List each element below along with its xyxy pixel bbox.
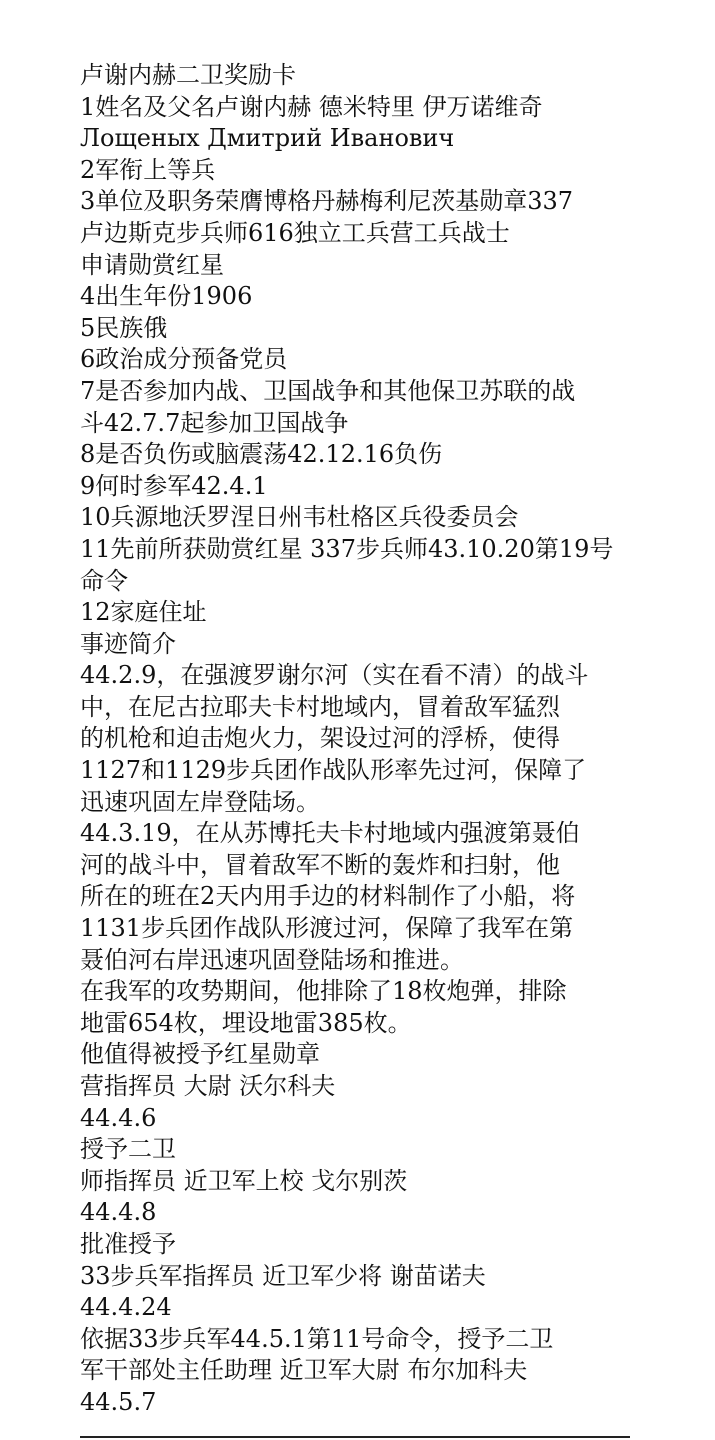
field-previous-awards-line-1: 11先前所获勋赏红星 337步兵师43.10.20第19号	[80, 534, 614, 563]
corps-commander-signature: 33步兵军指挥员 近卫军少将 谢苗诺夫	[80, 1261, 486, 1290]
corps-decision: 批准授予	[80, 1229, 176, 1258]
award-card-document	[80, 60, 640, 1419]
field-birth-year: 4出生年份1906	[80, 282, 253, 311]
division-commander-signature: 师指挥员 近卫军上校 戈尔别茨	[80, 1166, 408, 1195]
field-home-address: 12家庭住址	[80, 598, 207, 627]
award-order-reference: 依据33步兵军44.5.1第11号命令，授予二卫	[80, 1324, 554, 1353]
document-title: 卢谢内赫二卫奖励卡	[80, 61, 296, 89]
field-previous-awards-line-2: 命令	[80, 566, 128, 595]
division-decision: 授予二卫	[80, 1135, 176, 1164]
bottom-divider	[80, 1436, 630, 1438]
field-party-status: 6政治成分预备党员	[80, 345, 288, 374]
field-unit-line-1: 3单位及职务荣膺博格丹赫梅利尼茨基勋章337	[80, 187, 574, 216]
corps-commander-date: 44.4.24	[80, 1293, 172, 1322]
field-rank: 2军衔上等兵	[80, 155, 216, 184]
personnel-officer-date: 44.5.7	[80, 1387, 157, 1416]
field-requested-award: 申请勋赏红星	[80, 250, 224, 279]
field-war-participation-line-2: 斗42.7.7起参加卫国战争	[80, 408, 349, 437]
field-war-participation-line-1: 7是否参加内战、卫国战争和其他保卫苏联的战	[80, 376, 576, 405]
field-name: 1姓名及父名卢谢内赫 德米特里 伊万诺维奇	[80, 92, 543, 121]
narrative-heading: 事迹简介	[80, 629, 176, 658]
field-name-russian: Лощеных Дмитрий Иванович	[80, 124, 455, 153]
field-enlistment-date: 9何时参军42.4.1	[80, 471, 268, 500]
narrative-paragraph: 44.2.9，在强渡罗谢尔河（实在看不清）的战斗 中，在尼古拉耶夫卡村地域内，冒着敌军猛烈 的机枪和迫击炮火力，架设过河的浮桥，使得 1127和1129步兵团作战队形率先过河，保障了 迅速巩固左岸登陆场。	[80, 661, 589, 816]
field-unit-line-2: 卢边斯克步兵师616独立工兵营工兵战士	[80, 218, 510, 247]
field-nationality: 5民族俄	[80, 313, 168, 342]
narrative-paragraph: 44.3.19，在从苏博托夫卡村地域内强渡第聂伯 河的战斗中，冒着敌军不断的轰炸和扫射，他 所在的班在2天内用手边的材料制作了小船，将 1131步兵团作战队形渡过河，保障了我军在第 聂伯河右岸迅速巩固登陆场和推进。	[80, 819, 580, 974]
field-enlistment-office: 10兵源地沃罗涅日州韦杜格区兵役委员会	[80, 503, 519, 532]
field-wounds: 8是否负伤或脑震荡42.12.16负伤	[80, 440, 443, 469]
battalion-commander-date: 44.4.6	[80, 1103, 157, 1132]
personnel-officer-signature: 军干部处主任助理 近卫军大尉 布尔加科夫	[80, 1356, 528, 1385]
narrative-paragraph: 在我军的攻势期间，他排除了18枚炮弹，排除 地雷654枚，埋设地雷385枚。	[80, 977, 567, 1037]
recommendation-statement: 他值得被授予红星勋章	[80, 1040, 320, 1069]
battalion-commander-signature: 营指挥员 大尉 沃尔科夫	[80, 1072, 336, 1100]
division-commander-date: 44.4.8	[80, 1198, 157, 1227]
